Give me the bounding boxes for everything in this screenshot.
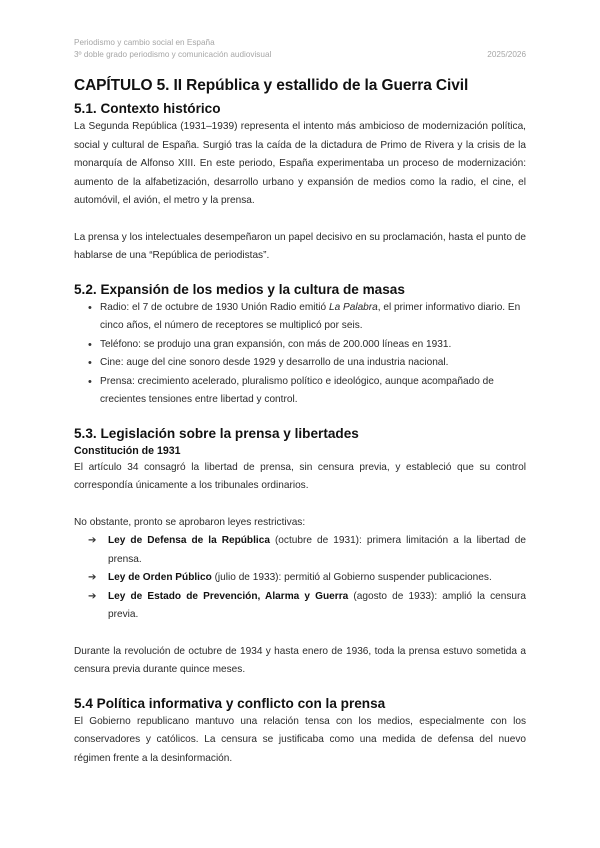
header-row bbox=[74, 49, 526, 61]
la-palabra-title: La Palabra bbox=[328, 301, 378, 313]
arrow-icon: ➔ bbox=[88, 535, 97, 546]
bullet-prensa: • Prensa: crecimiento acelerado, pluralismo político e ideológico, aunque acompañado de crecientes tensiones entre libertad y control. bbox=[88, 373, 526, 410]
section-5-3-paragraph-3: Durante la revolución de octubre de 1934 y hasta enero de 1936, toda la prensa estuvo sometida a censura previa durante quince meses. bbox=[74, 645, 526, 675]
section-5-3-paragraph-2: No obstante, pronto se aprobaron leyes restrictivas: bbox=[74, 516, 306, 528]
chapter-title: CAPÍTULO 5. II República y estallido de la Guerra Civil bbox=[74, 77, 469, 94]
arrow-icon: ➔ bbox=[88, 590, 97, 602]
law-name: Ley de Orden Público bbox=[108, 572, 212, 583]
page-content bbox=[74, 76, 526, 768]
bullet-telefono: • Teléfono: se produjo una gran expansión, con más de 200.000 líneas en 1931. bbox=[88, 336, 526, 355]
bullet-cine: • Cine: auge del cine sonoro desde 1929 y desarrollo de una industria nacional. bbox=[88, 354, 526, 373]
header-year: 2025/2026 bbox=[487, 50, 526, 59]
section-5-2-title: 5.2. Expansión de los medios y la cultura de masas bbox=[74, 281, 405, 297]
law-name: Ley de Estado de Prevención, Alarma y Guerra bbox=[108, 590, 349, 602]
law-item: ➔ Ley de Estado de Prevención, Alarma y Guerra (agosto de 1933): amplió la censura previa. bbox=[88, 588, 526, 625]
section-5-4-paragraph-1: El Gobierno republicano mantuvo una relación tensa con los medios, especialmente con los conservadores y católicos. La censura se justificaba como una medida de defensa del nuevo régimen frente a la desinformación. bbox=[74, 715, 526, 764]
header-course-title: Periodismo y cambio social en España bbox=[74, 38, 215, 47]
arrow-icon: ➔ bbox=[88, 572, 97, 583]
media-bullet-list bbox=[74, 299, 526, 410]
page-header bbox=[74, 37, 526, 61]
section-5-3-paragraph-1: El artículo 34 consagró la libertad de prensa, sin censura previa, y estableció que su control correspondía únicamente a los tribunales ordinarios. bbox=[74, 461, 526, 491]
section-5-1-title: 5.1. Contexto histórico bbox=[74, 101, 221, 116]
laws-list bbox=[74, 532, 526, 625]
constitution-subtitle: Constitución de 1931 bbox=[74, 444, 181, 457]
section-5-1-paragraph-2: La prensa y los intelectuales desempeñaron un papel decisivo en su proclamación, hasta el punto de hablarse de una “República de periodistas”. bbox=[74, 231, 526, 261]
header-degree: 3º doble grado periodismo y comunicación audiovisual bbox=[74, 50, 272, 59]
bullet-radio: • Radio: el 7 de octubre de 1930 Unión Radio emitió La Palabra, el primer informativo diario. En cinco años, el número de receptores se multiplicó por seis. bbox=[88, 299, 526, 336]
section-5-4-title: 5.4 Política informativa y conflicto con la prensa bbox=[74, 695, 386, 711]
law-name: Ley de Defensa de la República bbox=[108, 535, 270, 546]
law-item: ➔ Ley de Defensa de la República (octubre de 1931): primera limitación a la libertad de prensa. bbox=[88, 532, 526, 569]
law-item: ➔ Ley de Orden Público (julio de 1933): permitió al Gobierno suspender publicaciones. bbox=[88, 569, 526, 588]
section-5-1-paragraph-1: La Segunda República (1931–1939) representa el intento más ambicioso de modernización política, social y cultural de España. Surgió tras la caída de la dictadura de Primo de Rivera y la crisis de la monarquía de Alfonso XIII. En este periodo, España experimentaba un proceso de modernización: aumento de la alfabetización, desarrollo urbano y expansión de medios como la radio, el cine, el automóvil, el avión, el metro y la prensa. bbox=[74, 121, 526, 206]
section-5-3-title: 5.3. Legislación sobre la prensa y libertades bbox=[74, 425, 359, 441]
